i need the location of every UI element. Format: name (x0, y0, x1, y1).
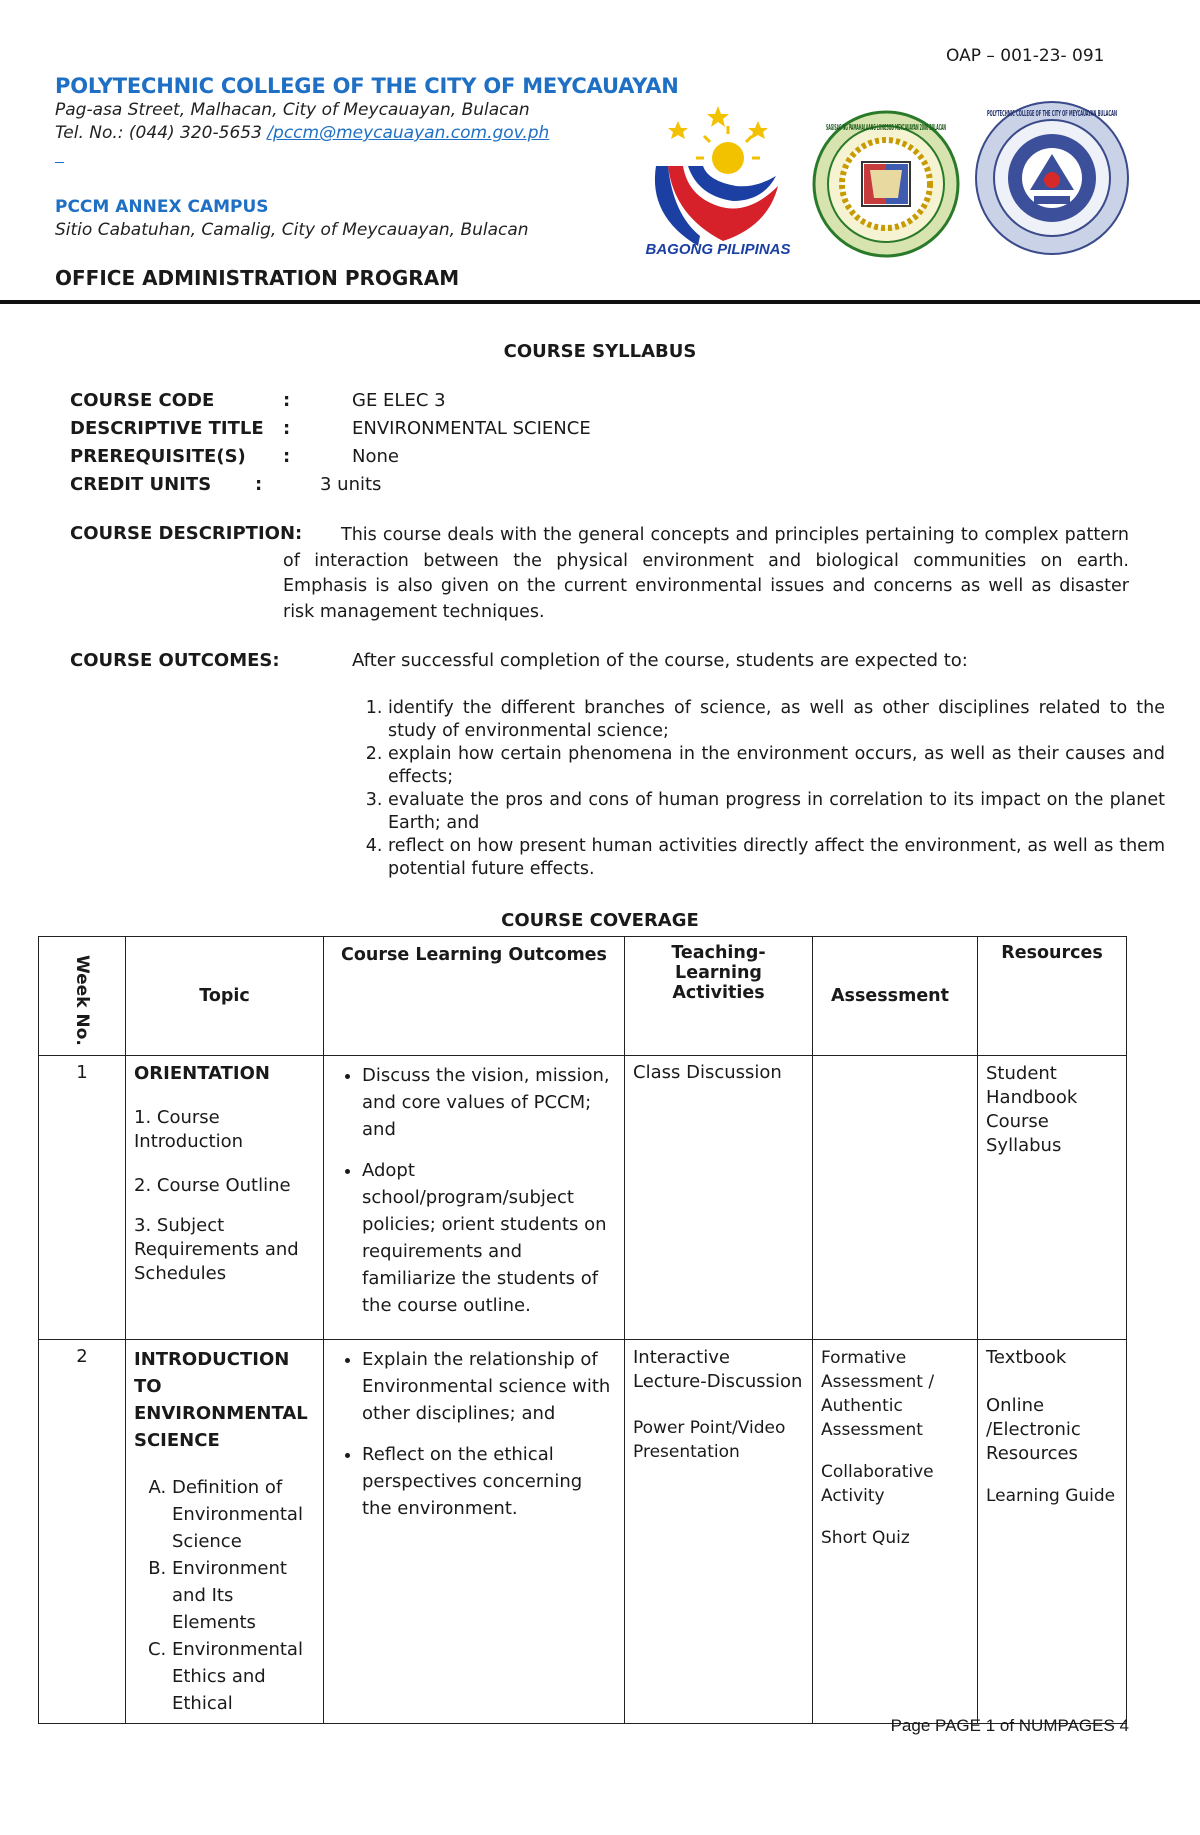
outcome-item: 2. explain how certain phenomena in the environment occurs, as well as their causes and effects; (388, 743, 1165, 789)
prerequisite-colon: : (283, 446, 291, 467)
prerequisite-label: PREREQUISITE(S) (70, 446, 246, 467)
course-coverage-title: COURSE COVERAGE (501, 910, 699, 931)
college-seal-text: POLYTECHNIC COLLEGE OF THE CITY OF MEYCAUAYAN BULACAN (987, 109, 1117, 118)
clo-item: • Explain the relationship of Environmental science with other disciplines; and (362, 1346, 616, 1427)
course-outcomes-intro: After successful completion of the course, students are expected to: (352, 650, 968, 671)
outcome-item: 4. reflect on how present human activities directly affect the environment, as well as them potential future effects. (388, 835, 1165, 881)
resource-item: Textbook (986, 1347, 1067, 1368)
college-seal-logo (974, 100, 1130, 256)
topic-item: 3. Subject Requirements and Schedules (134, 1215, 299, 1284)
tla-item: Class Discussion (633, 1062, 782, 1083)
tla-item: Interactive Lecture-Discussion (633, 1347, 803, 1392)
annex-campus-title: PCCM ANNEX CAMPUS (55, 197, 269, 217)
page-footer: Page PAGE 1 of NUMPAGES 4 (890, 1716, 1129, 1735)
resource-item: Learning Guide (986, 1486, 1116, 1506)
document-code: OAP – 001-23- 091 (946, 46, 1105, 66)
assessment-cell (813, 1056, 978, 1340)
outcome-item: 3. evaluate the pros and cons of human progress in correlation to its impact on the planet Earth; and (388, 789, 1165, 835)
course-description-text (283, 523, 1129, 625)
tla-item: Power Point/Video Presentation (633, 1418, 786, 1462)
credit-units-value: 3 units (320, 474, 382, 495)
descriptive-title-value: ENVIRONMENTAL SCIENCE (352, 418, 591, 439)
clo-cell (324, 1340, 625, 1724)
topic-title: INTRODUCTION TO ENVIRONMENTAL SCIENCE (134, 1349, 308, 1451)
resources-header: Resources (978, 937, 1127, 1056)
course-code-label: COURSE CODE (70, 390, 215, 411)
course-coverage-table (38, 936, 1127, 1724)
topic-cell (126, 1056, 324, 1340)
topic-cell (126, 1340, 324, 1724)
week-cell: 2 (39, 1340, 126, 1724)
resource-item: Course Syllabus (986, 1111, 1062, 1156)
week-header: Week No. (39, 937, 126, 1056)
telephone: Tel. No.: (044) 320-5653 (55, 123, 262, 143)
course-outcomes-list (352, 697, 1165, 881)
city-seal-logo (812, 110, 960, 258)
topic-item: A. Definition of Environmental Science (172, 1474, 315, 1555)
tla-cell (625, 1056, 813, 1340)
topic-item: C. Environmental Ethics and Ethical (172, 1636, 315, 1717)
clo-item: • Adopt school/program/subject policies; orient students on requirements and familiarize the students of the course outline. (362, 1157, 616, 1319)
course-outcomes-label: COURSE OUTCOMES: (70, 650, 280, 671)
credit-units-label: CREDIT UNITS (70, 474, 212, 495)
week-cell: 1 (39, 1056, 126, 1340)
assessment-cell (813, 1340, 978, 1724)
resource-item: Online /Electronic Resources (986, 1395, 1081, 1464)
table-row (39, 1056, 1127, 1340)
course-description-label: COURSE DESCRIPTION: (70, 523, 303, 544)
table-header-row (39, 937, 1127, 1056)
prerequisite-value: None (352, 446, 399, 467)
clo-item: • Reflect on the ethical perspectives concerning the environment. (362, 1441, 616, 1522)
topic-item: 2. Course Outline (134, 1175, 291, 1196)
descriptive-title-label: DESCRIPTIVE TITLE (70, 418, 264, 439)
header-rule (0, 300, 1200, 304)
outcome-item: 1. identify the different branches of science, as well as other disciplines related to the study of environmental science; (388, 697, 1165, 743)
topic-header: Topic (126, 937, 324, 1056)
resources-cell (978, 1340, 1127, 1724)
topic-item: 1. Course Introduction (134, 1107, 244, 1152)
assessment-item: Formative Assessment / Authentic Assessment (821, 1348, 935, 1440)
clo-header: Course Learning Outcomes (324, 937, 625, 1056)
course-code-colon: : (283, 390, 291, 411)
bagong-pilipinas-logo (628, 96, 808, 262)
clo-cell (324, 1056, 625, 1340)
resources-cell (978, 1056, 1127, 1340)
course-description-body: This course deals with the general concepts and principles pertaining to complex pattern of interaction between the physical environment and biological communities on earth. Emphasis is also given on the current environmental issues and concerns as well as disaster risk management techniques. (283, 525, 1129, 622)
email-link[interactable]: /pccm@meycauayan.com.gov.ph (267, 123, 550, 143)
table-row (39, 1340, 1127, 1724)
city-seal-text: SAGISAG NG PAMAHALAANG LUNGSOD MEYCAUAYAN 2006 BULACAN (826, 123, 946, 132)
assessment-item: Short Quiz (821, 1528, 910, 1548)
annex-address: Sitio Cabatuhan, Camalig, City of Meycauayan, Bulacan (55, 220, 529, 240)
course-code-value: GE ELEC 3 (352, 390, 446, 411)
link-remnant (55, 149, 64, 165)
resource-item: Student Handbook (986, 1063, 1078, 1108)
bagong-pilipinas-text: BAGONG PILIPINAS (645, 241, 791, 258)
program-title: OFFICE ADMINISTRATION PROGRAM (55, 266, 460, 290)
college-contact (55, 123, 549, 143)
assessment-item: Collaborative Activity (821, 1462, 934, 1506)
college-name: POLYTECHNIC COLLEGE OF THE CITY OF MEYCAUAYAN (55, 74, 679, 98)
syllabus-title: COURSE SYLLABUS (503, 341, 697, 362)
topic-item: B. Environment and Its Elements (172, 1555, 315, 1636)
tla-cell (625, 1340, 813, 1724)
credit-units-colon: : (255, 474, 263, 495)
clo-item: • Discuss the vision, mission, and core values of PCCM; and (362, 1062, 616, 1143)
descriptive-title-colon: : (283, 418, 291, 439)
tla-header: Teaching-Learning Activities (625, 937, 813, 1056)
assessment-header: Assessment (813, 937, 978, 1056)
topic-title: ORIENTATION (134, 1063, 270, 1084)
college-address: Pag-asa Street, Malhacan, City of Meycauayan, Bulacan (55, 100, 530, 120)
